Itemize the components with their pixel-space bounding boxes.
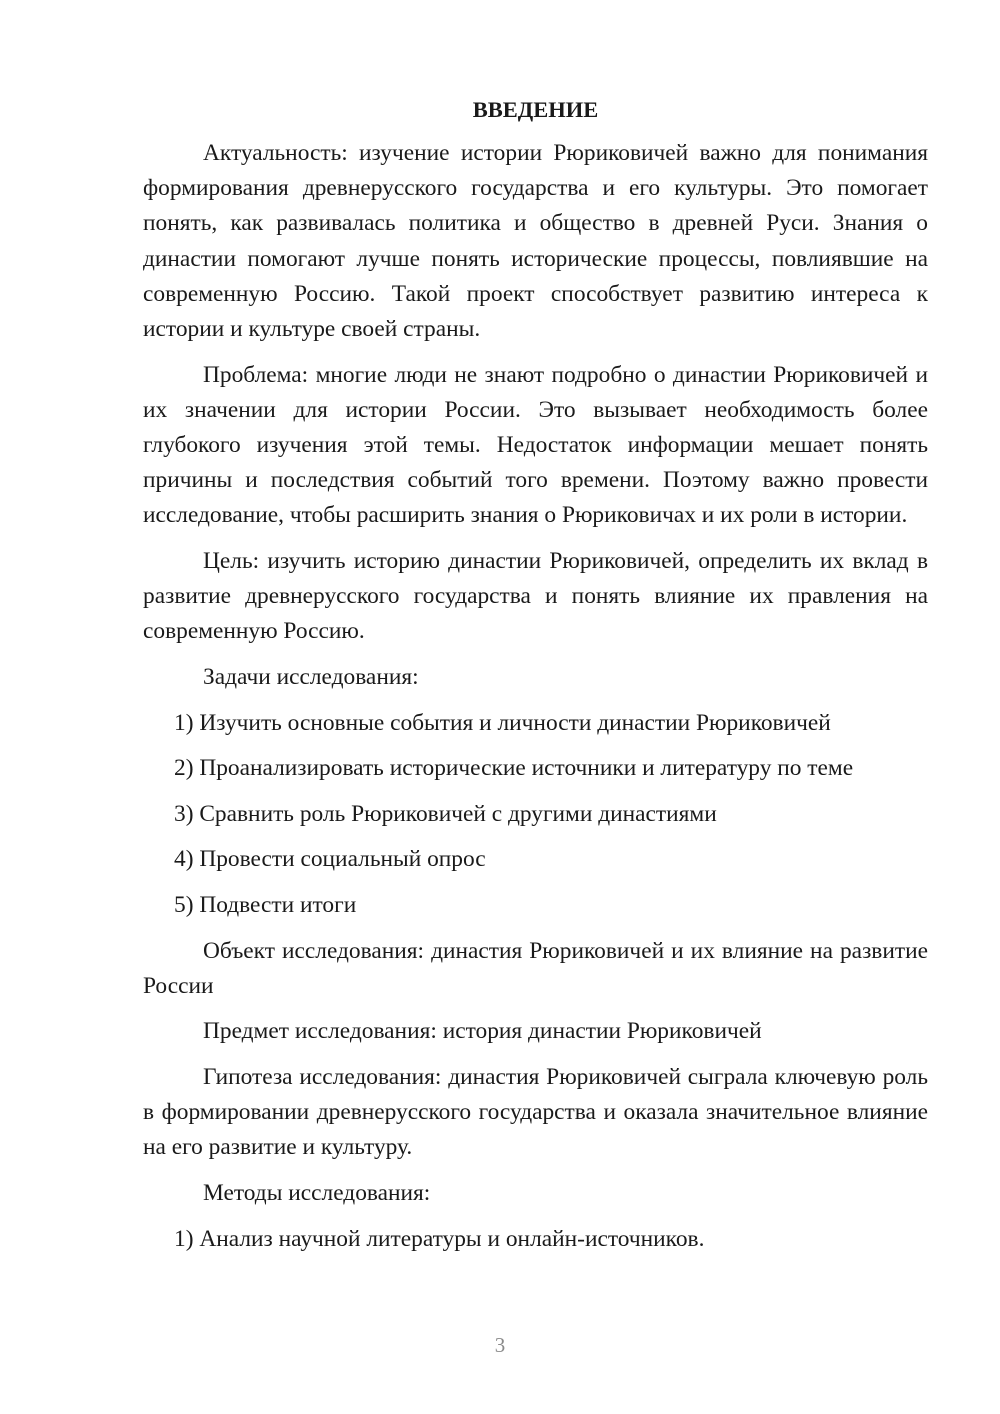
tasks-heading: Задачи исследования:: [203, 664, 419, 691]
methods-heading: Методы исследования:: [203, 1179, 431, 1206]
task-item: 4) Провести социальный опрос: [174, 846, 486, 873]
method-item: 1) Анализ научной литературы и онлайн-источников.: [174, 1225, 705, 1252]
problem-paragraph: Проблема: многие люди не знают подробно о династии Рюриковичей и их значении для истории России. Это вызывает необходимость более глубокого изучения этой темы. Недостаток информации мешает понять причины и последствия событий того времени. Поэтому важно провести исследование, чтобы расширить знания о Рюриковичах и их роли в истории.: [143, 361, 928, 529]
task-item: 3) Сравнить роль Рюриковичей с другими династиями: [174, 800, 717, 827]
task-item: 2) Проанализировать исторические источники и литературу по теме: [174, 755, 854, 782]
document-body: [143, 91, 928, 1267]
task-item: 1) Изучить основные события и личности династии Рюриковичей: [174, 709, 831, 736]
relevance-paragraph: Актуальность: изучение истории Рюриковичей важно для понимания формирования древнерусского государства и его культуры. Это помогает понять, как развивалась политика и общество в древней Руси. Знания о династии помогают лучше понять исторические процессы, повлиявшие на современную Россию. Такой проект способствует развитию интереса к истории и культуре своей страны.: [143, 140, 928, 343]
task-item: 5) Подвести итоги: [174, 891, 357, 918]
goal-paragraph: Цель: изучить историю династии Рюриковичей, определить их вклад в развитие древнерусского государства и понять влияние их правления на современную Россию.: [143, 548, 928, 645]
section-title: ВВЕДЕНИЕ: [472, 97, 599, 122]
hypothesis-paragraph: Гипотеза исследования: династия Рюриковичей сыграла ключевую роль в формировании древнерусского государства и оказала значительное влияние на его развитие и культуру.: [143, 1063, 928, 1161]
object-paragraph: Объект исследования: династия Рюриковичей и их влияние на развитие России: [143, 937, 928, 999]
subject-paragraph: Предмет исследования: история династии Рюриковичей: [203, 1018, 762, 1045]
page-number: 3: [494, 1333, 506, 1357]
